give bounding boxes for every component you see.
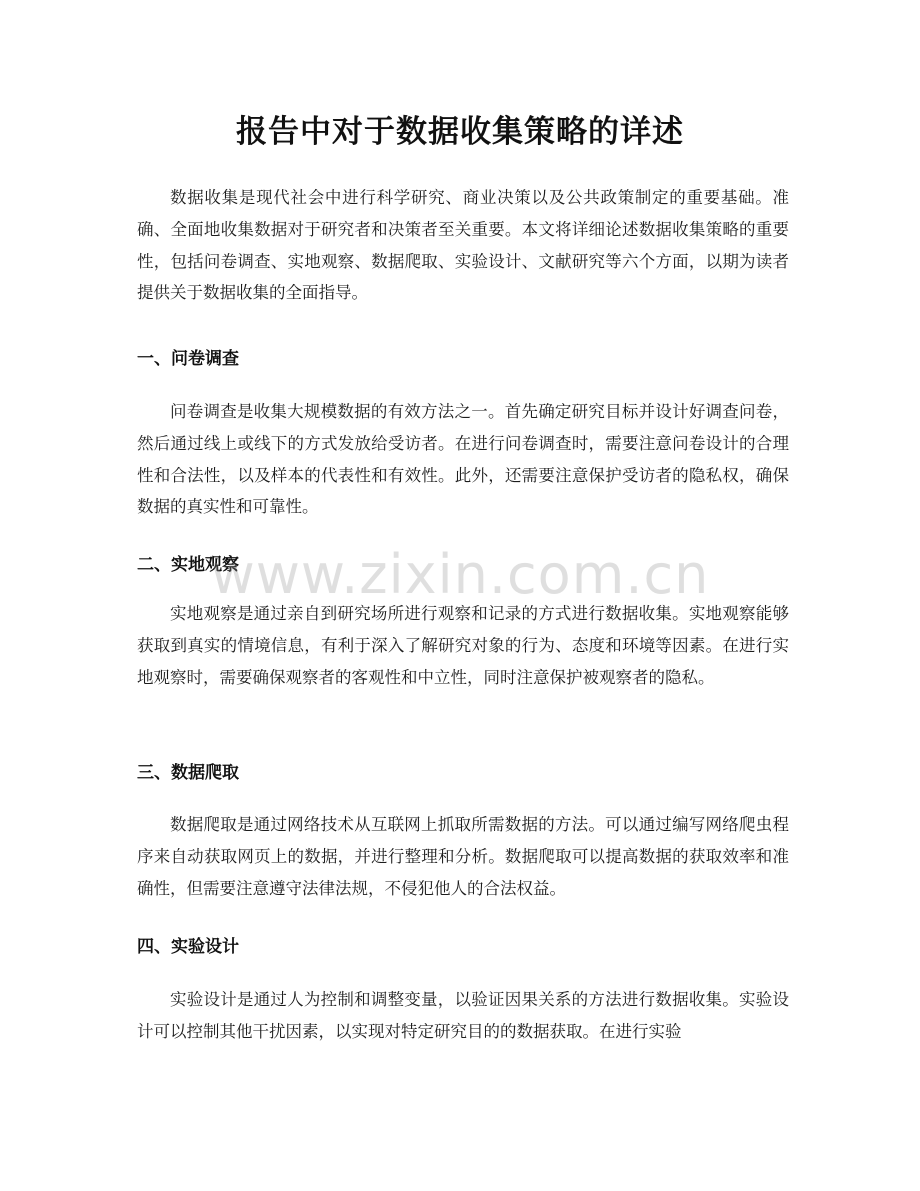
section-body-field-observation: 实地观察是通过亲自到研究场所进行观察和记录的方式进行数据收集。实地观察能够获取到真实的情境信息，有利于深入了解研究对象的行为、态度和环境等因素。在进行实地观察时，需要确保观察者的客观性和中立性，同时注意保护被观察者的隐私。 [137, 604, 789, 687]
section-body-experiment-design: 实验设计是通过人为控制和调整变量，以验证因果关系的方法进行数据收集。实验设计可以控制其他干扰因素，以实现对特定研究目的的数据获取。在进行实验 [137, 990, 789, 1041]
watermark: www.zixin.com.cn [210, 543, 710, 606]
intro-paragraph: 数据收集是现代社会中进行科学研究、商业决策以及公共政策制定的重要基础。准确、全面地收集数据对于研究者和决策者至关重要。本文将详细论述数据收集策略的重要性，包括问卷调查、实地观察、数据爬取、实验设计、文献研究等六个方面，以期为读者提供关于数据收集的全面指导。 [137, 188, 789, 303]
section-body-questionnaire: 问卷调查是收集大规模数据的有效方法之一。首先确定研究目标并设计好调查问卷，然后通过线上或线下的方式发放给受访者。在进行问卷调查时，需要注意问卷设计的合理性和合法性，以及样本的代表性和有效性。此外，还需要注意保护受访者的隐私权，确保数据的真实性和可靠性。 [137, 402, 789, 517]
section-body-data-scraping: 数据爬取是通过网络技术从互联网上抓取所需数据的方法。可以通过编写网络爬虫程序来自动获取网页上的数据，并进行整理和分析。数据爬取可以提高数据的获取效率和准确性，但需要注意遵守法律法规，不侵犯他人的合法权益。 [137, 815, 789, 898]
section-heading-data-scraping: 三、数据爬取 [137, 763, 239, 783]
section-heading-questionnaire: 一、问卷调查 [137, 349, 239, 369]
document-title: 报告中对于数据收集策略的详述 [236, 114, 684, 150]
section-heading-field-observation: 二、实地观察 [137, 555, 239, 575]
section-heading-experiment-design: 四、实验设计 [137, 937, 239, 957]
